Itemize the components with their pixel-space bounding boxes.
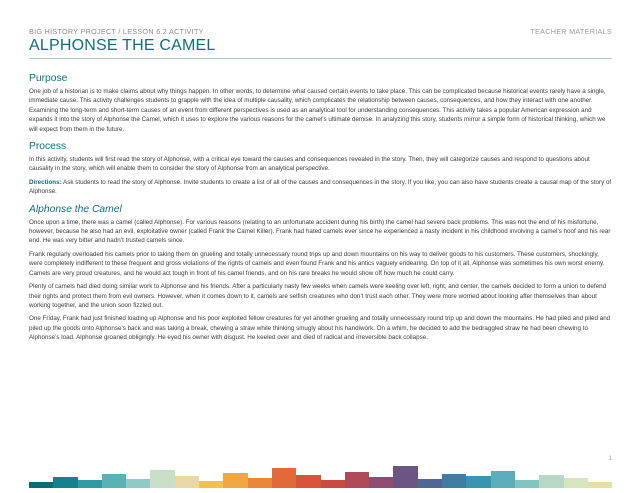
teacher-materials-label: TEACHER MATERIALS <box>530 27 612 36</box>
color-bar-segment <box>29 482 53 488</box>
header-divider <box>29 58 612 59</box>
color-bar-segment <box>296 475 320 488</box>
story-heading: Alphonse the Camel <box>29 203 122 215</box>
color-bar-segment <box>223 473 247 488</box>
color-bar-segment <box>515 480 539 488</box>
color-bar-segment <box>126 479 150 488</box>
process-heading: Process <box>29 141 67 153</box>
color-bar-segment <box>248 478 272 488</box>
color-bar-segment <box>272 468 296 488</box>
process-section <box>29 141 612 197</box>
purpose-paragraph: One job of a historian is to make claims about why things happen. In other words, to determine what caused certain events to take place. This can be complicated because historical events rarely have a single, immediate cause. This activity challenges students to grapple with the idea of multiple causality, which complicates the relationship between causes, consequences, and how they interact with one another. Examining the long-term and short-term causes of an event from different perspectives is used as an analytical tool for understanding consequences. This activity takes a popular American expression and expands it into the story of Alphonse the Camel, which it uses to explore the various reasons for the camel’s ultimate demise. In analyzing this story, students mirror a simple form of historical thinking, which we will expect from them in the future. <box>29 88 606 133</box>
page-title: ALPHONSE THE CAMEL <box>29 37 216 54</box>
color-bar-segment <box>539 475 563 488</box>
color-bar-segment <box>369 477 393 488</box>
story-paragraph-3: Plenty of camels had died doing similar work to Alphonse and his friends. After a particularly nasty few weeks when camels were keeling over left, right, and center, the camels decided to form a union to defend their rights and protect them from evil owners. However, when it comes down to it, camels are selfish creatures who don’t trust each other. They were more worried about looking after themselves than about working together, and the union soon fizzled out. <box>29 283 607 309</box>
story-paragraph-2: Frank regularly overloaded his camels prior to taking them on grueling and totally unnecessary round trips up and down mountains on his way to deliver goods to his customers. These customers, shockingly, were completely indifferent to these frequent and gross violations of the rights of camels and even found Frank and his antics vaguely endearing. On top of it all, Alphonse was sometimes his own worst enemy. Camels are very proud creatures, and he would act tough in front of his camel friends, and on his rare breaks he would show off how much he could carry. <box>29 250 605 277</box>
directions-label: Directions: <box>29 178 62 186</box>
color-bar-segment <box>588 482 612 488</box>
directions-text: Ask students to read the story of Alphonse. Invite students to create a list of all of the causes and consequences in the story. If you like, you can also have students create a causal map of the story of Alphonse. <box>29 178 612 196</box>
color-bar-segment <box>418 479 442 488</box>
color-bar-segment <box>150 470 174 488</box>
color-bar-segment <box>53 477 77 488</box>
color-bar-segment <box>321 480 345 488</box>
decorative-color-bar <box>29 464 612 488</box>
color-bar-segment <box>442 474 466 488</box>
color-bar-segment <box>564 478 588 488</box>
story-paragraph-4: One Friday, Frank had just finished loading up Alphonse and his poor exploited fellow creatures for yet another grueling and totally unnecessary round trip up and down the mountains. He had piled and piled and piled up the goods onto Alphonse’s back and was taking a break, chewing a straw while thinking smugly about his handiwork. On a whim, he decided to add the bedraggled straw he had been chewing to Alphonse’s load. Alphonse groaned obligingly. He eyed his owner with disgust. He keeled over and died of radical and irreversible back collapse. <box>29 315 611 342</box>
color-bar-segment <box>393 466 417 488</box>
purpose-section <box>29 73 612 134</box>
color-bar-segment <box>78 480 102 488</box>
color-bar-segment <box>199 481 223 488</box>
color-bar-segment <box>345 472 369 488</box>
color-bar-segment <box>491 471 515 488</box>
page-number: 1 <box>608 455 612 462</box>
color-bar-segment <box>466 476 490 488</box>
lesson-kicker: BIG HISTORY PROJECT / LESSON 6.2 ACTIVITY <box>29 27 204 36</box>
color-bar-segment <box>102 474 126 488</box>
directions-paragraph <box>29 178 612 197</box>
process-paragraph: In this activity, students will first read the story of Alphonse, with a critical eye toward the causes and consequences revealed in the story. Then, they will categorize causes and respond to questions about causality in the story, which will enable them to consider the story of Alphonse from an analytical perspective. <box>29 156 590 173</box>
story-paragraph-1: Once upon a time, there was a camel (called Alphonse). For various reasons (relating to an unfortunate accident during his birth) the camel had severe back problems. This was not the end of his misfortune, however, because he also had an evil, exploitative owner (called Frank the Camel Killer). Frank had hated camels ever since he experienced a nasty incident in his childhood involving a camel’s hoof and his rear end. He was very bitter and hadn’t trusted camels since. <box>29 218 611 245</box>
purpose-heading: Purpose <box>29 73 68 84</box>
document-body <box>29 73 612 350</box>
color-bar-segment <box>175 476 199 488</box>
story-section <box>29 204 612 343</box>
